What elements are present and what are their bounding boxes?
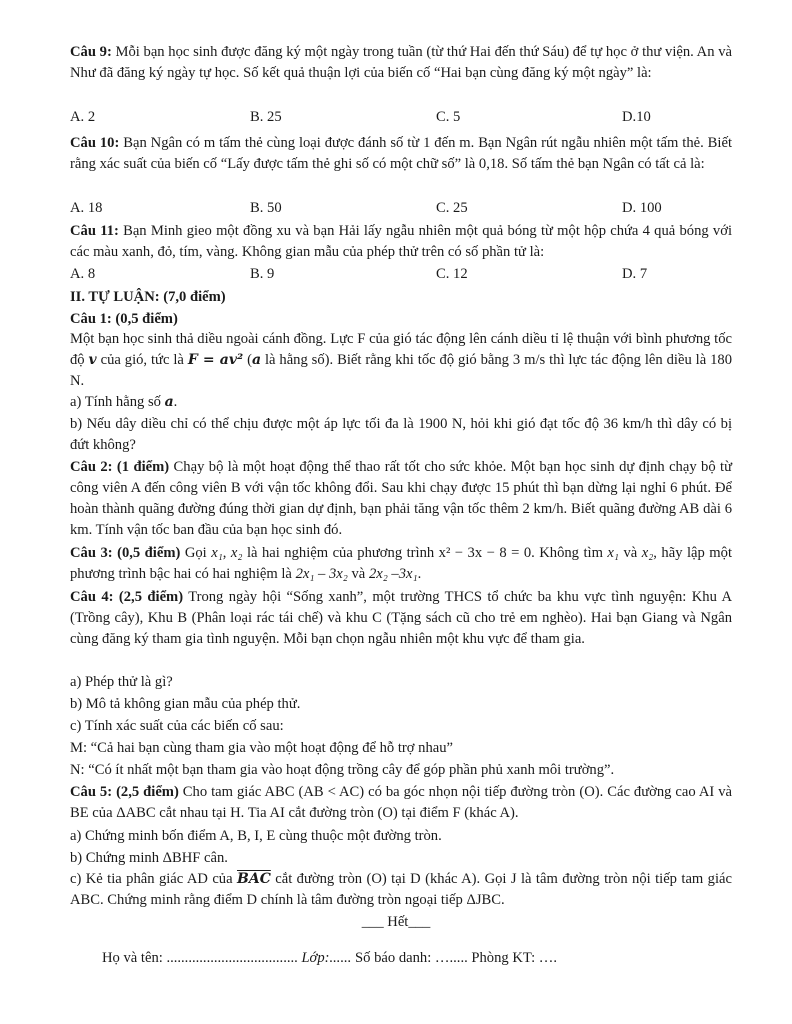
option-a: A. 8 [70, 266, 96, 282]
question-text: Bạn Ngân có m tấm thẻ cùng loại được đánh số từ 1 đến m. Bạn Ngân rút ngẫu nhiên một tấm thẻ. Biết rằng xác suất của biến cố “Lấy được tấm thẻ ghi số có một chữ số” là 0,18. Số tấm thẻ bạn Ngân có tất cả là: [70, 135, 732, 173]
text: của gió, tức là [96, 352, 188, 369]
problem-text: Cho tam giác ABC (AB < AC) có ba góc nhọn nội tiếp đường tròn (O). Các đường cao AI và BE của ΔABC cắt nhau tại H. Tia AI cắt đường tròn (O) tại điểm F (khác A). [70, 784, 732, 822]
option-b: B. 50 [250, 200, 282, 216]
option-d: D. 100 [622, 200, 662, 216]
class-field: Lớp:...... [301, 950, 356, 966]
text: c) Kẻ tia phân giác AD của [70, 871, 237, 887]
problem-label: Câu 5: (2,5 điểm) [70, 784, 179, 800]
math: 2x₂ –3x₁ [368, 566, 418, 583]
problem-5 [70, 782, 732, 824]
text: , hãy lập một phương trình bậc hai có hai nghiệm là [70, 545, 733, 583]
problem-2 [70, 457, 732, 541]
problem-5-part-b: b) Chứng minh ΔBHF cân. [70, 850, 228, 866]
question-10 [70, 133, 732, 175]
problem-1-text [70, 329, 732, 392]
math: x₁ [211, 545, 223, 561]
problem-4-event-m: M: “Cả hai bạn cùng tham gia vào một hoạt động để hỗ trợ nhau” [70, 740, 454, 756]
question-10-options [70, 198, 732, 219]
math: x₂ [641, 545, 654, 561]
problem-5-part-a: a) Chứng minh bốn điểm A, B, I, E cùng thuộc một đường tròn. [70, 828, 442, 844]
question-label: Câu 11: [70, 223, 119, 239]
text: là hằng số). Biết rằng khi tốc độ gió bằng 3 m/s thì lực tác động lên diều là 180 N. [70, 352, 733, 390]
problem-4-event-n: N: “Có ít nhất một bạn tham gia vào hoạt động trồng cây để góp phần phủ xanh môi trường”. [70, 762, 615, 778]
problem-3 [70, 543, 732, 585]
text: . [173, 394, 178, 410]
problem-label: Câu 2: (1 điểm) [70, 459, 170, 475]
angle-bac: $\overline{BAC}$ [237, 871, 271, 887]
question-9 [70, 42, 732, 84]
text: a) Tính hằng số [70, 394, 165, 410]
problem-4-part-a: a) Phép thử là gì? [70, 674, 173, 690]
problem-1-part-a [70, 392, 732, 413]
variable-v: v [88, 352, 97, 369]
question-label: Câu 9: [70, 44, 112, 60]
formula: F = av² [187, 352, 244, 369]
room-field: Phòng KT: …. [471, 950, 558, 966]
variable-a: a [251, 352, 262, 369]
section-heading-text: II. TỰ LUẬN: (7,0 điểm) [70, 289, 226, 305]
problem-text: Trong ngày hội “Sống xanh”, một trường THCS tổ chức ba khu vực tình nguyện: Khu A (Trồng cây), Khu B (Phân loại rác tái chế) và khu C (Tặng sách cũ cho trẻ em nghèo). Hai bạn Giang và Ngân cùng đăng ký tham gia tình nguyện. Mỗi bạn chọn ngẫu nhiên một khu vực để tham gia. [70, 589, 732, 648]
option-d: D. 7 [622, 266, 648, 282]
math: x₂ [230, 545, 243, 561]
text: Gọi [180, 545, 212, 561]
question-text: Bạn Minh gieo một đồng xu và bạn Hải lấy ngẫu nhiên một quả bóng từ một hộp chứa 4 quả bóng với các màu xanh, đỏ, tím, vàng. Không gian mẫu của phép thử trên có số phần tử là: [70, 223, 732, 261]
option-c: C. 25 [436, 200, 468, 216]
text: Một bạn học sinh thả diều ngoài cánh đồng. Lực F của gió tác động lên cánh diều tỉ lệ thuận với bình phương tốc độ [70, 331, 732, 369]
math: x₁ [607, 545, 619, 561]
math: 2x₁ – 3x₂ [295, 566, 348, 583]
problem-1-label [70, 309, 732, 330]
problem-text: Chạy bộ là một hoạt động thể thao rất tốt cho sức khỏe. Một bạn học sinh dự định chạy bộ từ công viên A đến công viên B với vận tốc không đổi. Sau khi chạy được 15 phút thì bạn dừng lại nghỉ 6 phút. Để hoàn thành quãng đường đúng thời gian dự định, bạn phải tăng vận tốc thêm 2 km/h. Biết quãng đường AB dài 6 km. Tính vận tốc ban đầu của bạn học sinh đó. [70, 459, 732, 539]
problem-label: Câu 3: (0,5 điểm) [70, 545, 181, 561]
question-11 [70, 221, 732, 263]
option-b: B. 9 [250, 266, 275, 282]
name-field: Họ và tên: .................................... [102, 950, 302, 966]
text: . [417, 566, 422, 583]
question-9-options [70, 107, 732, 128]
option-c: C. 5 [436, 109, 461, 125]
text: và [347, 566, 369, 583]
text: là hai nghiệm của phương trình x² − 3x − 8 = 0. Không tìm [242, 545, 608, 561]
text: , [222, 545, 231, 561]
question-label: Câu 10: [70, 135, 120, 151]
text: và [618, 545, 642, 561]
problem-4-part-b: b) Mô tả không gian mẫu của phép thử. [70, 696, 301, 712]
text: cắt đường tròn (O) tại D (khác A). Gọi J là tâm đường tròn nội tiếp tam giác ABC. Chứng minh rằng điểm D chính là tâm đường tròn ngoại tiếp ΔJBC. [70, 871, 732, 909]
text: ( [243, 352, 252, 369]
section-heading [70, 287, 732, 308]
problem-4 [70, 587, 732, 650]
problem-1-part-b: b) Nếu dây diều chỉ có thể chịu được một áp lực tối đa là 1900 N, hỏi khi gió đạt tốc độ 36 km/h thì dây có bị đứt không? [70, 416, 732, 454]
problem-4-part-c: c) Tính xác suất của các biến cố sau: [70, 718, 284, 734]
option-b: B. 25 [250, 109, 282, 125]
question-11-options [70, 264, 732, 285]
option-a: A. 18 [70, 200, 103, 216]
footer [102, 950, 722, 967]
end-marker: ___ Hết___ [361, 914, 431, 930]
question-text: Mỗi bạn học sinh được đăng ký một ngày trong tuần (từ thứ Hai đến thứ Sáu) để tự học ở thư viện. An và Như đã đăng ký ngày tự học. Số kết quả thuận lợi của biến cố “Hai bạn cùng đăng ký một ngày” là: [70, 44, 732, 82]
problem-5-part-c [70, 869, 732, 911]
variable-a: a [164, 394, 174, 410]
problem-label: Câu 1: (0,5 điểm) [70, 311, 178, 327]
option-c: C. 12 [436, 266, 468, 282]
option-d: D.10 [622, 109, 651, 125]
id-field: Số báo danh: …..... [355, 950, 472, 966]
option-a: A. 2 [70, 109, 96, 125]
problem-label: Câu 4: (2,5 điểm) [70, 589, 184, 605]
